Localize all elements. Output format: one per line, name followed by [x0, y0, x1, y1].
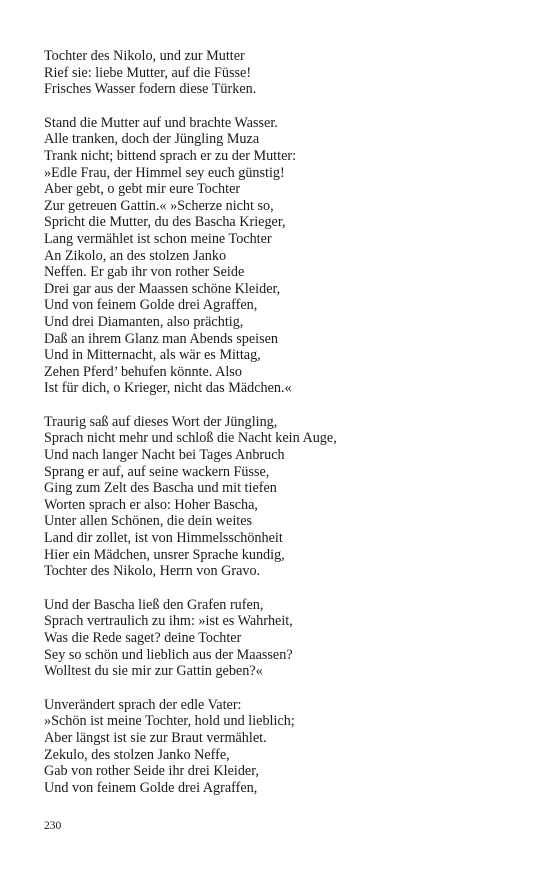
- verse-line: Land dir zollet, ist von Himmelsschönheit: [44, 530, 283, 547]
- verse-line: Traurig saß auf dieses Wort der Jüngling,: [44, 413, 278, 430]
- verse-line: Sprach vertraulich zu ihm: »ist es Wahrheit,: [44, 613, 293, 630]
- verse-line: Unter allen Schönen, die dein weites: [44, 513, 253, 530]
- verse-line: Und nach langer Nacht bei Tages Anbruch: [44, 447, 285, 464]
- verse-line: Tochter des Nikolo, und zur Mutter: [44, 48, 245, 64]
- page-number: 230: [44, 820, 62, 832]
- verse-line: Sey so schön und lieblich aus der Maassen?: [44, 646, 293, 663]
- verse-line: Und in Mitternacht, als wär es Mittag,: [44, 347, 261, 364]
- verse-line: Zehen Pferd’ behufen könnte. Also: [44, 363, 242, 380]
- verse-line: Trank nicht; bittend sprach er zu der Mutter:: [44, 147, 297, 164]
- verse-line: Und drei Diamanten, also prächtig,: [44, 313, 244, 330]
- verse-line: Und von feinem Golde drei Agraffen,: [44, 297, 258, 314]
- verse-line: Lang vermählet ist schon meine Tochter: [44, 230, 272, 247]
- verse-line: Rief sie: liebe Mutter, auf die Füsse!: [44, 64, 252, 81]
- stanza-1: [44, 48, 524, 98]
- stanza-4: [44, 597, 524, 680]
- verse-line: Daß an ihrem Glanz man Abends speisen: [44, 330, 279, 347]
- verse-line: Spricht die Mutter, du des Bascha Krieger,: [44, 214, 286, 231]
- verse-line: Gab von rother Seide ihr drei Kleider,: [44, 763, 259, 780]
- verse-line: Frisches Wasser fodern diese Türken.: [44, 81, 257, 98]
- stanza-5: [44, 697, 524, 797]
- verse-line: Was die Rede saget? deine Tochter: [44, 630, 242, 646]
- verse-line: Drei gar aus der Maassen schöne Kleider,: [44, 280, 281, 297]
- verse-line: »Schön ist meine Tochter, hold und lieblich;: [44, 713, 295, 730]
- verse-line: Alle tranken, doch der Jüngling Muza: [44, 131, 260, 148]
- verse-line: »Edle Frau, der Himmel sey euch günstig!: [44, 164, 285, 181]
- verse-line: Aber gebt, o gebt mir eure Tochter: [44, 181, 241, 198]
- verse-line: Unverändert sprach der edle Vater:: [44, 696, 242, 713]
- verse-line: Aber längst ist sie zur Braut vermählet.: [44, 729, 267, 746]
- verse-line: Tochter des Nikolo, Herrn von Gravo.: [44, 563, 261, 580]
- verse-line: Neffen. Er gab ihr von rother Seide: [44, 264, 245, 281]
- stanza-3: [44, 414, 524, 580]
- stanza-2: [44, 115, 524, 397]
- verse-line: Zekulo, des stolzen Janko Neffe,: [44, 746, 230, 763]
- verse-line: Und der Bascha ließ den Grafen rufen,: [44, 596, 264, 613]
- verse-line: Und von feinem Golde drei Agraffen,: [44, 779, 258, 796]
- verse-line: Worten sprach er also: Hoher Bascha,: [44, 496, 258, 513]
- verse-line: Stand die Mutter auf und brachte Wasser.: [44, 114, 278, 131]
- verse-line: Zur getreuen Gattin.« »Scherze nicht so,: [44, 197, 274, 214]
- verse-line: An Zikolo, an des stolzen Janko: [44, 247, 227, 264]
- verse-line: Wolltest du sie mir zur Gattin geben?«: [44, 663, 263, 680]
- verse-line: Ging zum Zelt des Bascha und mit tiefen: [44, 480, 277, 497]
- verse-line: Ist für dich, o Krieger, nicht das Mädchen.«: [44, 380, 292, 397]
- poem-text: [44, 48, 524, 813]
- verse-line: Sprang er auf, auf seine wackern Füsse,: [44, 463, 270, 480]
- verse-line: Sprach nicht mehr und schloß die Nacht kein Auge,: [44, 430, 337, 447]
- verse-line: Hier ein Mädchen, unsrer Sprache kundig,: [44, 546, 285, 563]
